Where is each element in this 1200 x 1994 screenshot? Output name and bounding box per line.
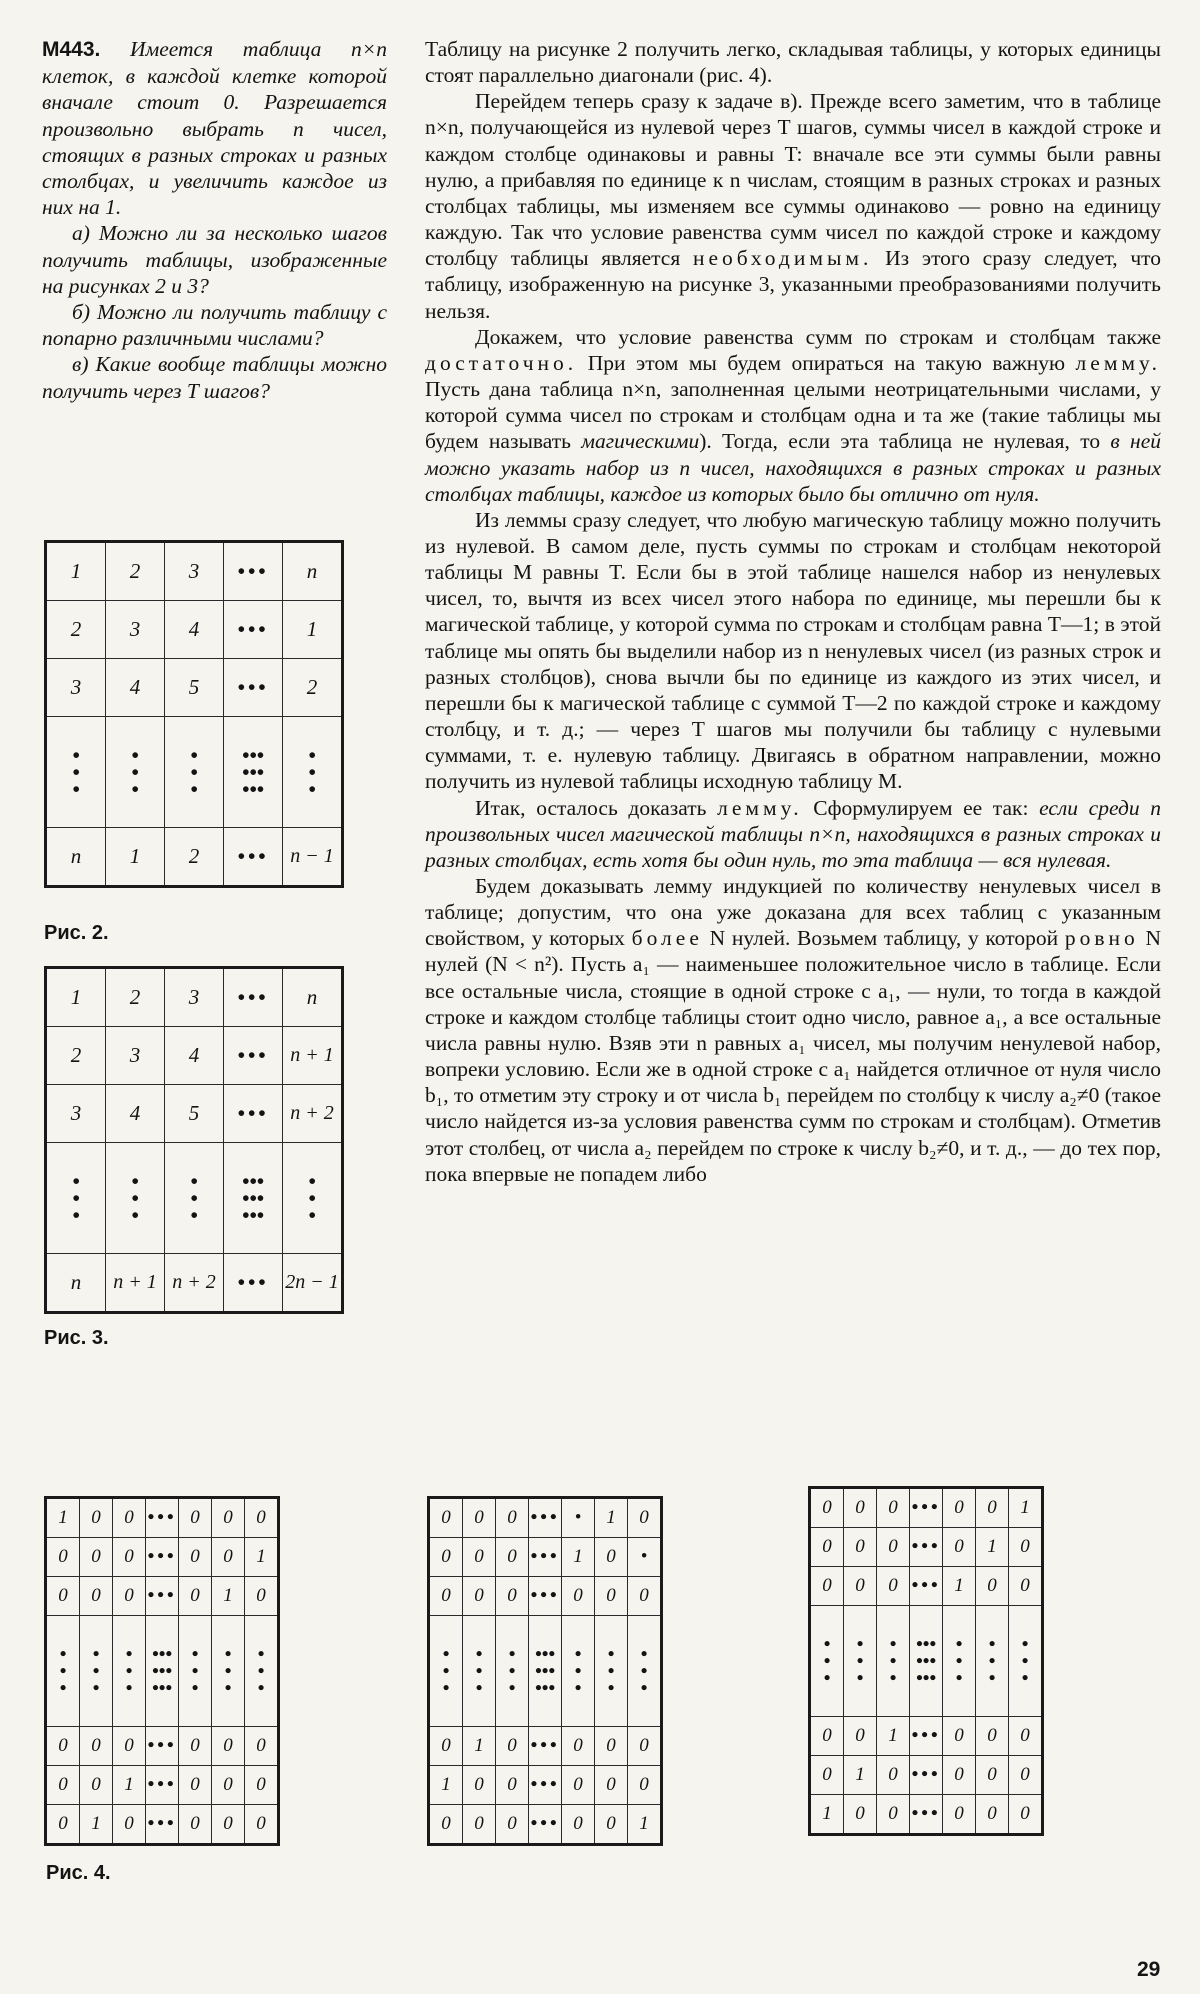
table-cell: •••	[224, 1254, 283, 1313]
table-cell: •••	[146, 1538, 179, 1577]
table-row	[429, 1616, 662, 1727]
table-cell: 1	[283, 601, 343, 659]
table-cell: •••	[529, 1766, 562, 1805]
table-cell: •••	[146, 1498, 179, 1538]
table-row	[429, 1577, 662, 1616]
figure-4-table-1	[44, 1496, 280, 1846]
table-cell: 1	[976, 1528, 1009, 1567]
table-row	[429, 1766, 662, 1805]
table-row	[810, 1528, 1043, 1567]
table-row	[46, 1085, 343, 1143]
table-cell: • • •	[595, 1616, 628, 1727]
table-cell: 0	[113, 1498, 146, 1538]
table-cell: 0	[496, 1727, 529, 1766]
table-cell: 0	[212, 1805, 245, 1845]
table-cell: 2	[46, 601, 106, 659]
table-cell: 0	[463, 1538, 496, 1577]
table-cell: 0	[212, 1498, 245, 1538]
table-cell: 0	[463, 1805, 496, 1845]
table-cell: •••	[529, 1727, 562, 1766]
table-cell: 1	[562, 1538, 595, 1577]
table-cell: • • •	[106, 1143, 165, 1254]
table-row	[810, 1717, 1043, 1756]
table-cell: • • •	[212, 1616, 245, 1727]
table-cell: 1	[429, 1766, 463, 1805]
table-cell: 0	[628, 1498, 662, 1538]
table-cell: • • •	[976, 1606, 1009, 1717]
table-cell: •••	[146, 1766, 179, 1805]
table-cell: 0	[245, 1805, 279, 1845]
question-a: а) Можно ли за несколько шагов получить таблицы, изображенные на рисунках 2 и 3?	[42, 221, 387, 298]
table-row	[46, 968, 343, 1027]
table-cell: 1	[245, 1538, 279, 1577]
table-cell: • • •	[80, 1616, 113, 1727]
table-row	[46, 1727, 279, 1766]
table-cell: 0	[179, 1538, 212, 1577]
table-cell: 0	[179, 1805, 212, 1845]
table-cell: •••	[224, 601, 283, 659]
table-row	[810, 1606, 1043, 1717]
table-row	[46, 717, 343, 828]
table-cell: •••	[910, 1567, 943, 1606]
paragraph: Из леммы сразу следует, что любую магическую таблицу можно получить из нулевой. В самом деле, пусть суммы по строкам и столбцам некоторой таблицы M равны T. Если бы в этой таблице нашелся набор из ненулевых чисел, то, вычтя из всех чисел этого набора по единице, мы перешли бы к магической таблице, у которой сумма по строкам и столбцам равна T—1; в этой таблице мы опять бы выделили набор из n ненулевых чисел (из разных строк и разных столбцов), снова вычли бы по единице из каждого из этих чисел, и перешли бы к магической таблице с суммой T—2 по каждой строке и каждому столбцу, и т. д.; — через T шагов мы получили бы таблицу с нулевыми суммами, т. е. нулевую таблицу. Двигаясь в обратном направлении, можно получить из нулевой таблицы исходную таблицу M.	[425, 507, 1161, 794]
table-cell: 1	[106, 828, 165, 887]
table-cell: 1	[80, 1805, 113, 1845]
table-cell: • • •	[165, 717, 224, 828]
table-cell: • • •	[810, 1606, 844, 1717]
table-cell: 4	[165, 601, 224, 659]
table-cell: 0	[844, 1717, 877, 1756]
table-cell: 0	[212, 1538, 245, 1577]
table-cell: • • •	[245, 1616, 279, 1727]
table-cell: 4	[165, 1027, 224, 1085]
table-cell: 0	[80, 1766, 113, 1805]
table-cell: • • •	[46, 1616, 80, 1727]
table-row	[46, 659, 343, 717]
table-row	[810, 1567, 1043, 1606]
table-cell: n − 1	[283, 828, 343, 887]
table-cell: 1	[46, 1498, 80, 1538]
table-row	[46, 1577, 279, 1616]
table-cell: 3	[46, 1085, 106, 1143]
table-cell: 0	[46, 1538, 80, 1577]
table-row	[46, 1616, 279, 1727]
problem-statement	[42, 36, 387, 404]
table-cell: 1	[810, 1795, 844, 1835]
table-cell: 0	[943, 1795, 976, 1835]
table-row	[429, 1538, 662, 1577]
table-cell: • • •	[496, 1616, 529, 1727]
table-cell: 0	[943, 1488, 976, 1528]
table-cell: •••	[910, 1528, 943, 1567]
table-cell: 0	[628, 1727, 662, 1766]
table-cell: •••	[224, 968, 283, 1027]
table-cell: •••	[224, 828, 283, 887]
table-cell: 2n − 1	[283, 1254, 343, 1313]
table-cell: •••	[224, 659, 283, 717]
table-cell: 4	[106, 1085, 165, 1143]
table-row	[429, 1805, 662, 1845]
table-cell: 0	[976, 1488, 1009, 1528]
table-cell: 0	[46, 1727, 80, 1766]
table-cell: •••	[910, 1488, 943, 1528]
table-cell: 0	[463, 1577, 496, 1616]
table-cell: 0	[810, 1528, 844, 1567]
table-cell: 1	[113, 1766, 146, 1805]
table-cell: 0	[844, 1567, 877, 1606]
table-cell: 0	[810, 1756, 844, 1795]
table-cell: n	[283, 968, 343, 1027]
table-row	[810, 1756, 1043, 1795]
table-row	[46, 1143, 343, 1254]
table-cell: 0	[80, 1498, 113, 1538]
table-cell: 0	[463, 1766, 496, 1805]
table-cell: 0	[877, 1795, 910, 1835]
table-cell: •	[628, 1538, 662, 1577]
table-cell: 0	[46, 1766, 80, 1805]
table-cell: n	[46, 828, 106, 887]
table-cell: 5	[165, 1085, 224, 1143]
table-cell: •••	[529, 1805, 562, 1845]
question-b: б) Можно ли получить таблицу с попарно различными числами?	[42, 300, 387, 351]
table-cell: 0	[496, 1805, 529, 1845]
table-cell: •••	[529, 1538, 562, 1577]
table-cell: •••	[146, 1805, 179, 1845]
table-cell: 0	[212, 1766, 245, 1805]
table-cell: 0	[429, 1498, 463, 1538]
table-cell: • • •	[562, 1616, 595, 1727]
table-row	[46, 601, 343, 659]
table-cell: 0	[628, 1766, 662, 1805]
table-cell: 0	[562, 1727, 595, 1766]
table-cell: 0	[562, 1577, 595, 1616]
table-cell: 0	[113, 1577, 146, 1616]
table-cell: n + 2	[283, 1085, 343, 1143]
figure-3-table	[44, 966, 344, 1314]
table-cell: 2	[165, 828, 224, 887]
figure-2-table	[44, 540, 344, 888]
table-cell: 5	[165, 659, 224, 717]
table-cell: ••• ••• •••	[910, 1606, 943, 1717]
table-cell: 0	[810, 1488, 844, 1528]
table-cell: 0	[496, 1538, 529, 1577]
table-cell: ••• ••• •••	[529, 1616, 562, 1727]
solution-text	[425, 36, 1161, 1187]
table-cell: 1	[943, 1567, 976, 1606]
table-cell: n	[46, 1254, 106, 1313]
table-cell: • • •	[46, 717, 106, 828]
table-cell: 2	[46, 1027, 106, 1085]
table-cell: n + 2	[165, 1254, 224, 1313]
table-cell: 0	[113, 1727, 146, 1766]
table-cell: •••	[910, 1717, 943, 1756]
paragraph: Итак, осталось доказать лемму. Сформулируем ее так: если среди n произвольных чисел магической таблицы n×n, находящихся в разных строках и разных столбцах, есть хотя бы один нуль, то эта таблица — вся нулевая.	[425, 795, 1161, 872]
table-cell: • • •	[844, 1606, 877, 1717]
table-cell: 0	[943, 1756, 976, 1795]
table-cell: 1	[628, 1805, 662, 1845]
figure-4-caption: Рис. 4.	[46, 1862, 111, 1884]
table-cell: 1	[463, 1727, 496, 1766]
table-cell: 0	[976, 1567, 1009, 1606]
table-cell: 0	[429, 1805, 463, 1845]
table-cell: ••• ••• •••	[224, 717, 283, 828]
table-cell: 1	[46, 542, 106, 601]
paragraph: Будем доказывать лемму индукцией по количеству ненулевых чисел в таблице; допустим, что она уже доказана для всех таблиц с указанным свойством, у которых более N нулей. Возьмем таблицу, у которой ровно N нулей (N < n²). Пусть a₁ — наименьшее положительное число в таблице. Если все остальные числа, стоящие в одной строке с a₁, — нули, то тогда в каждой строке и каждом столбце таблицы стоит одно число, равное a₁, а все остальные числа равны нулю. Взяв эти n равных a₁ чисел, мы получим ненулевой набор, вопреки условию. Если же в одной строке с a₁ найдется отличное от нуля число b₁, то отметим эту строку и от числа b₁ перейдем по столбцу к числу a₂≠0 (такое число найдется из-за условия равенства сумм по строкам и столбцам). Отметив этот столбец, от числа a₂ перейдем по строке к числу b₂≠0, и т. д., — до тех пор, пока впервые не попадем либо	[425, 874, 1162, 1186]
table-cell: 0	[245, 1727, 279, 1766]
table-cell: • • •	[877, 1606, 910, 1717]
table-cell: 0	[976, 1756, 1009, 1795]
table-cell: 0	[810, 1717, 844, 1756]
paragraph: Докажем, что условие равенства сумм по строкам и столбцам также достаточно. При этом мы будем опираться на такую важную лемму. Пусть дана таблица n×n, заполненная целыми неотрицательными числами, у которой сумма чисел по строкам и столбцам одна и та же (такие таблицы мы будем называть магическими). Тогда, если эта таблица не нулевая, то в ней можно указать набор из n чисел, находящихся в разных строках и разных столбцах таблицы, каждое из которых было бы отлично от нуля.	[425, 324, 1162, 506]
table-row	[810, 1795, 1043, 1835]
table-cell: 0	[179, 1498, 212, 1538]
table-cell: 1	[212, 1577, 245, 1616]
figure-4-table-3	[808, 1486, 1044, 1836]
table-cell: 0	[429, 1538, 463, 1577]
table-cell: 0	[496, 1577, 529, 1616]
table-cell: 0	[245, 1577, 279, 1616]
table-cell: •••	[910, 1756, 943, 1795]
table-cell: 0	[595, 1577, 628, 1616]
table-cell: • • •	[283, 1143, 343, 1254]
table-cell: • • •	[165, 1143, 224, 1254]
table-cell: 4	[106, 659, 165, 717]
figure-2-caption: Рис. 2.	[44, 922, 109, 944]
table-cell: 2	[106, 968, 165, 1027]
table-cell: ••• ••• •••	[224, 1143, 283, 1254]
table-cell: 0	[113, 1805, 146, 1845]
table-cell: 0	[245, 1766, 279, 1805]
table-cell: • • •	[283, 717, 343, 828]
table-cell: 0	[810, 1567, 844, 1606]
paragraph: Перейдем теперь сразу к задаче в). Прежде всего заметим, что в таблице n×n, получающейся из нулевой через T шагов, суммы чисел в каждой строке и каждом столбце одинаковы и равны T: вначале все эти суммы были равны нулю, а прибавляя по единице к n числам, стоящим в разных строках и разных столбцах таблицы, мы изменяем все суммы одинаково — ровно на единицу каждую. Так что условие равенства сумм чисел по каждой строке и каждому столбцу таблицы является необходимым. Из этого сразу следует, что таблицу, изображенную на рисунке 3, указанными преобразованиями получить нельзя.	[425, 89, 1161, 323]
table-cell: • • •	[429, 1616, 463, 1727]
table-cell: 0	[245, 1498, 279, 1538]
table-cell: 0	[179, 1766, 212, 1805]
table-cell: 0	[429, 1577, 463, 1616]
table-cell: • • •	[113, 1616, 146, 1727]
table-cell: •••	[146, 1727, 179, 1766]
table-row	[46, 1254, 343, 1313]
table-cell: •	[562, 1498, 595, 1538]
problem-id: М443.	[42, 38, 101, 61]
table-cell: 0	[496, 1766, 529, 1805]
table-cell: n + 1	[106, 1254, 165, 1313]
table-cell: 0	[595, 1538, 628, 1577]
table-cell: 0	[496, 1498, 529, 1538]
table-cell: • • •	[106, 717, 165, 828]
table-cell: 0	[943, 1528, 976, 1567]
table-row	[46, 1538, 279, 1577]
table-cell: 1	[595, 1498, 628, 1538]
table-cell: 0	[80, 1727, 113, 1766]
table-cell: •••	[529, 1577, 562, 1616]
table-cell: 0	[877, 1756, 910, 1795]
table-cell: 0	[943, 1717, 976, 1756]
table-row	[429, 1498, 662, 1538]
table-cell: •••	[224, 542, 283, 601]
table-cell: 0	[1009, 1756, 1043, 1795]
table-cell: • • •	[46, 1143, 106, 1254]
table-cell: 0	[976, 1717, 1009, 1756]
figure-3-caption: Рис. 3.	[44, 1327, 109, 1349]
table-row	[46, 1766, 279, 1805]
table-row	[46, 542, 343, 601]
table-row	[429, 1727, 662, 1766]
figure-4-table-2	[427, 1496, 663, 1846]
table-cell: 0	[113, 1538, 146, 1577]
table-cell: •••	[910, 1795, 943, 1835]
table-cell: 0	[562, 1805, 595, 1845]
table-cell: •••	[529, 1498, 562, 1538]
table-cell: • • •	[943, 1606, 976, 1717]
table-cell: •••	[224, 1085, 283, 1143]
table-cell: 3	[106, 1027, 165, 1085]
table-cell: •••	[146, 1577, 179, 1616]
table-cell: 1	[1009, 1488, 1043, 1528]
table-cell: 0	[179, 1577, 212, 1616]
table-cell: 0	[844, 1488, 877, 1528]
table-cell: 0	[844, 1795, 877, 1835]
table-cell: 0	[595, 1766, 628, 1805]
table-cell: 0	[976, 1795, 1009, 1835]
table-cell: •••	[224, 1027, 283, 1085]
table-cell: 0	[877, 1488, 910, 1528]
table-cell: • • •	[628, 1616, 662, 1727]
question-c: в) Какие вообще таблицы можно получить через T шагов?	[42, 352, 387, 403]
table-row	[46, 1498, 279, 1538]
table-cell: 0	[1009, 1567, 1043, 1606]
page-number: 29	[1137, 1958, 1161, 1981]
table-cell: 1	[46, 968, 106, 1027]
table-cell: 0	[628, 1577, 662, 1616]
table-cell: • • •	[179, 1616, 212, 1727]
problem-text: Имеется таблица n×n клеток, в каждой клетке которой вначале стоит 0. Разрешается произвольно выбрать n чисел, стоящих в разных строках и разных столбцах, и увеличить каждое из них на 1.	[42, 37, 388, 220]
table-cell: 2	[283, 659, 343, 717]
table-cell: 0	[877, 1567, 910, 1606]
table-cell: n + 1	[283, 1027, 343, 1085]
table-cell: 0	[179, 1727, 212, 1766]
table-cell: 0	[46, 1577, 80, 1616]
table-cell: 0	[463, 1498, 496, 1538]
table-row	[810, 1488, 1043, 1528]
table-cell: 0	[1009, 1528, 1043, 1567]
table-cell: n	[283, 542, 343, 601]
table-cell: 0	[1009, 1795, 1043, 1835]
table-cell: 3	[165, 968, 224, 1027]
table-cell: 0	[80, 1538, 113, 1577]
table-cell: 0	[46, 1805, 80, 1845]
table-cell: 3	[106, 601, 165, 659]
table-cell: 0	[429, 1727, 463, 1766]
table-cell: 1	[844, 1756, 877, 1795]
table-cell: 0	[595, 1805, 628, 1845]
table-row	[46, 1027, 343, 1085]
table-cell: 0	[877, 1528, 910, 1567]
paragraph: Таблицу на рисунке 2 получить легко, складывая таблицы, у которых единицы стоят параллельно диагонали (рис. 4).	[425, 37, 1161, 88]
table-cell: • • •	[1009, 1606, 1043, 1717]
table-cell: 0	[844, 1528, 877, 1567]
table-row	[46, 828, 343, 887]
table-cell: 0	[212, 1727, 245, 1766]
table-cell: 2	[106, 542, 165, 601]
table-cell: 0	[595, 1727, 628, 1766]
table-cell: • • •	[463, 1616, 496, 1727]
table-cell: 0	[1009, 1717, 1043, 1756]
table-cell: 3	[165, 542, 224, 601]
table-cell: 1	[877, 1717, 910, 1756]
table-row	[46, 1805, 279, 1845]
table-cell: ••• ••• •••	[146, 1616, 179, 1727]
table-cell: 0	[562, 1766, 595, 1805]
table-cell: 3	[46, 659, 106, 717]
table-cell: 0	[80, 1577, 113, 1616]
